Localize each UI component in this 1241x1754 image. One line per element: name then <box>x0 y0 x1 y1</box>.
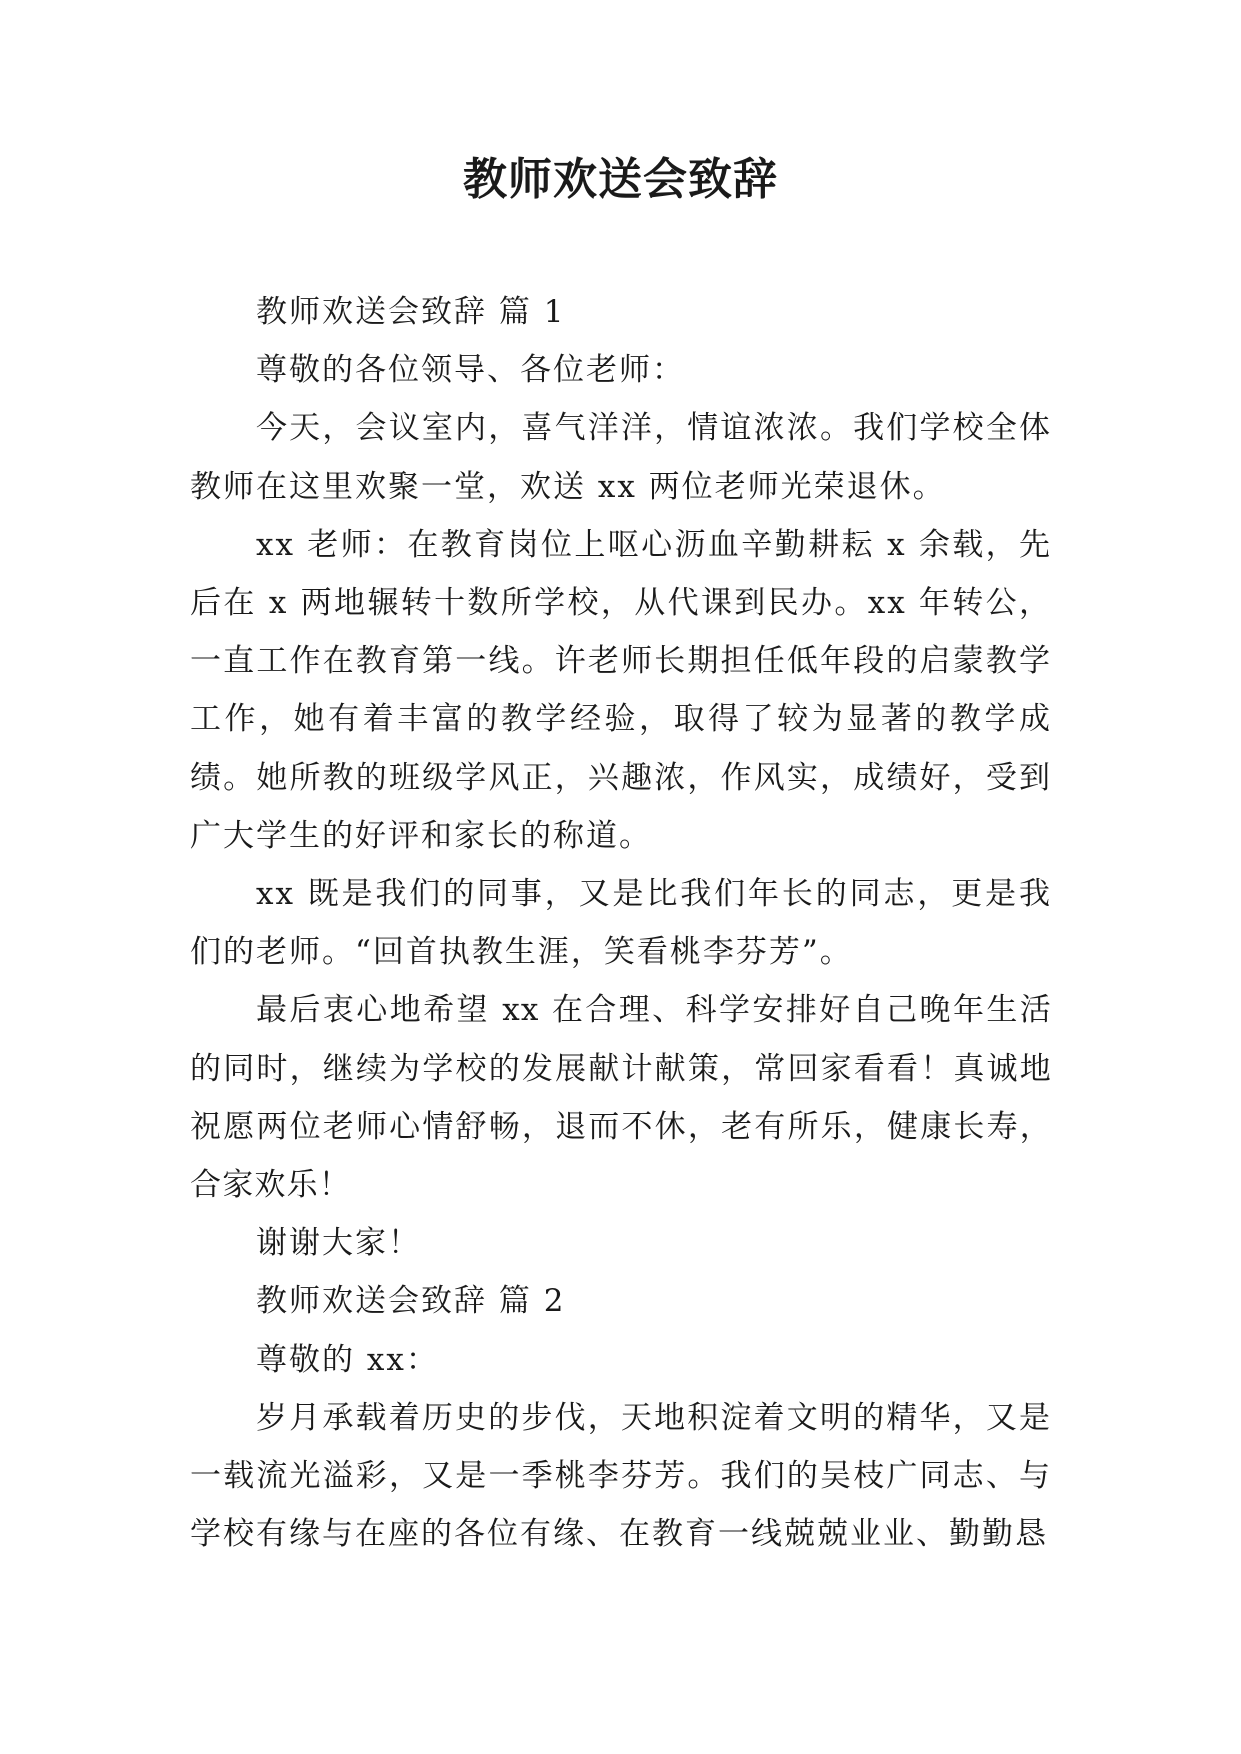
salutation-2: 尊敬的 xx： <box>256 1341 439 1378</box>
document-title: 教师欢送会致辞 <box>463 154 778 205</box>
closing-line: 谢谢大家！ <box>256 1225 421 1262</box>
section-heading-2: 教师欢送会致辞 篇 2 <box>256 1283 566 1320</box>
section-heading-1: 教师欢送会致辞 篇 1 <box>256 294 566 330</box>
salutation-1: 尊敬的各位领导、各位老师： <box>256 352 685 389</box>
document-body <box>190 283 1052 1563</box>
body-paragraph: xx 老师：在教育岗位上呕心沥血辛勤耕耘 x 余载，先后在 x 两地辗转十数所学校，从代课到民办。xx 年转公，一直工作在教育第一线。许老师长期担任低年段的启蒙教学工作，她有着丰富的教学经验，取得了较为显著的教学成绩。她所教的班级学风正，兴趣浓，作风实，成绩好，受到广大学生的好评和家长的称道。 <box>190 526 1052 854</box>
body-paragraph: 最后衷心地希望 xx 在合理、科学安排好自己晚年生活的同时，继续为学校的发展献计献策，常回家看看！真诚地祝愿两位老师心情舒畅，退而不休，老有所乐，健康长寿，合家欢乐！ <box>190 992 1052 1204</box>
body-paragraph: 今天，会议室内，喜气洋洋，情谊浓浓。我们学校全体教师在这里欢聚一堂，欢送 xx 两位老师光荣退休。 <box>190 410 1052 505</box>
body-paragraph: xx 既是我们的同事，又是比我们年长的同志，更是我们的老师。“回首执教生涯，笑看桃李芬芳”。 <box>190 876 1052 971</box>
body-paragraph: 岁月承载着历史的步伐，天地积淀着文明的精华，又是一载流光溢彩，又是一季桃李芬芳。我们的吴枝广同志、与学校有缘与在座的各位有缘、在教育一线兢兢业业、勤勤恳 <box>190 1399 1052 1553</box>
